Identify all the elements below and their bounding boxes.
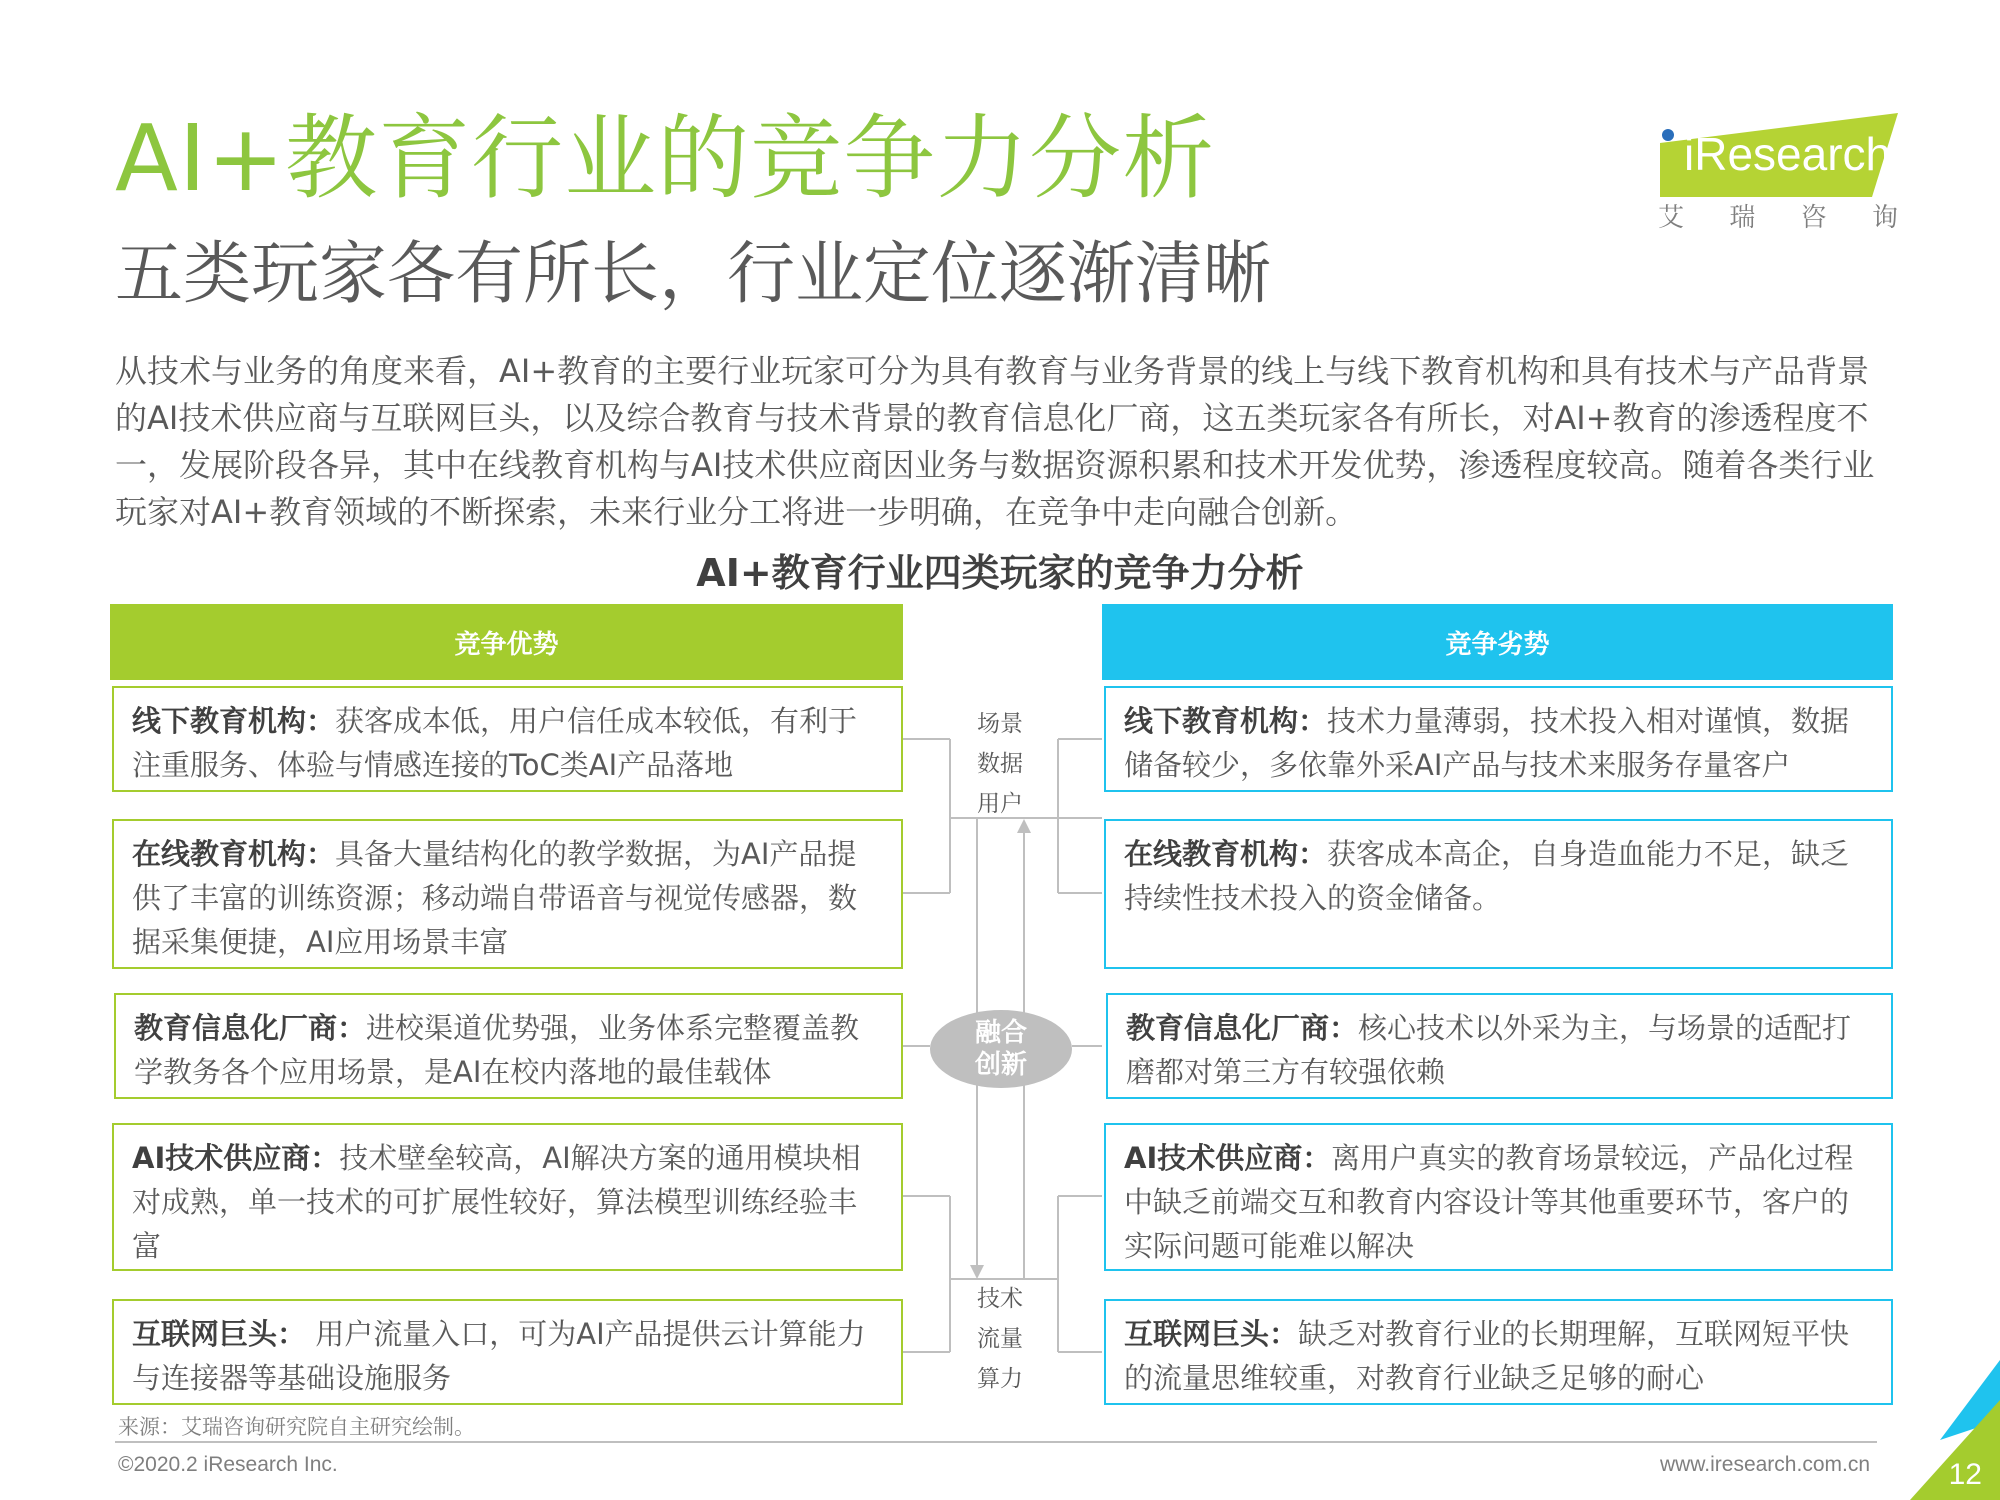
tech-traffic-compute-label (970, 1279, 1030, 1399)
label-line: 场景 (977, 711, 1023, 737)
player-name: 在线教育机构： (1124, 837, 1328, 871)
logo-char: 咨 (1800, 203, 1827, 233)
disadvantage-card (1104, 1299, 1893, 1405)
intro-paragraph: 从技术与业务的角度来看，AI+教育的主要行业玩家可分为具有教育与业务背景的线上与线下教育机构和具有技术与产品背景的AI技术供应商与互联网巨头，以及综合教育与技术背景的教育信息化厂商，这五类玩家各有所长，对AI+教育的渗透程度不一，发展阶段各异，其中在线教育机构与AI技术供应商因业务与数据资源积累和技术开发优势，渗透程度较高。随着各类行业玩家对AI+教育领域的不断探索，未来行业分工将进一步明确，在竞争中走向融合创新。 (115, 352, 1875, 531)
advantage-text: 进校渠道优势强，业务体系完整覆盖教学教务各个应用场景，是AI在校内落地的最佳载体 (134, 1011, 860, 1089)
advantage-text: 技术壁垒较高，AI解决方案的通用模块相对成熟，单一技术的可扩展性较好，算法模型训练经验丰富 (132, 1141, 861, 1263)
advantage-card (112, 686, 903, 792)
disadvantage-card (1104, 1123, 1893, 1271)
advantage-card (112, 1123, 903, 1271)
player-name: 在线教育机构： (132, 837, 336, 871)
player-name: 互联网巨头： (132, 1317, 307, 1351)
advantage-card (114, 993, 903, 1099)
source-note: 来源：艾瑞咨询研究院自主研究绘制。 (118, 1415, 475, 1439)
footer-divider (115, 1441, 1877, 1443)
label-line: 数据 (977, 751, 1023, 777)
page-title: AI+教育行业的竞争力分析 (115, 105, 1216, 212)
logo-char: 瑞 (1729, 203, 1756, 233)
player-name: 教育信息化厂商： (1126, 1011, 1359, 1045)
logo-char: 询 (1871, 203, 1898, 233)
logo-wordmark: iResearch (1684, 128, 1892, 180)
advantages-header: 竞争优势 (110, 604, 903, 680)
player-name: 教育信息化厂商： (134, 1011, 367, 1045)
player-name: AI技术供应商： (1124, 1141, 1332, 1175)
disadvantage-text: 离用户真实的教育场景较远，产品化过程中缺乏前端交互和教育内容设计等其他重要环节，客户的实际问题可能难以解决 (1124, 1141, 1854, 1263)
scene-data-user-label (970, 704, 1030, 824)
disadvantage-text: 获客成本高企，自身造血能力不足，缺乏持续性技术投入的资金储备。 (1124, 837, 1850, 915)
disadvantage-card (1104, 819, 1893, 969)
advantage-card (112, 819, 903, 969)
disadvantages-header: 竞争劣势 (1102, 604, 1893, 680)
disadvantage-text: 缺乏对教育行业的长期理解，互联网短平快的流量思维较重，对教育行业缺乏足够的耐心 (1124, 1317, 1850, 1395)
fusion-innovation-node (930, 1010, 1072, 1088)
advantage-card (112, 1299, 903, 1405)
page-number: 12 (1948, 1458, 1982, 1491)
label-line: 技术 (977, 1286, 1023, 1312)
advantage-text: 具备大量结构化的教学数据，为AI产品提供了丰富的训练资源；移动端自带语音与视觉传感器，数据采集便捷，AI应用场景丰富 (132, 837, 858, 959)
disadvantage-text: 核心技术以外采为主，与场景的适配打磨都对第三方有较强依赖 (1126, 1011, 1852, 1089)
player-name: 线下教育机构： (1124, 704, 1328, 738)
label-line: 流量 (977, 1326, 1023, 1352)
disadvantage-card (1104, 686, 1893, 792)
player-name: AI技术供应商： (132, 1141, 340, 1175)
diagram-title: AI+教育行业四类玩家的竞争力分析 (696, 551, 1304, 595)
website-url: www.iresearch.com.cn (1659, 1453, 1870, 1476)
logo-char: 艾 (1658, 203, 1685, 233)
fusion-line: 创新 (974, 1050, 1027, 1080)
player-name: 线下教育机构： (132, 704, 336, 738)
disadvantage-card (1106, 993, 1893, 1099)
disadvantage-text: 技术力量薄弱，技术投入相对谨慎，数据储备较少，多依靠外采AI产品与技术来服务存量客户 (1124, 704, 1850, 782)
corner-decoration (1880, 1360, 2000, 1500)
advantage-text: 用户流量入口，可为AI产品提供云计算能力与连接器等基础设施服务 (132, 1317, 866, 1395)
label-line: 用户 (977, 791, 1023, 817)
label-line: 算力 (977, 1366, 1023, 1392)
player-name: 互联网巨头： (1124, 1317, 1299, 1351)
copyright: ©2020.2 iResearch Inc. (118, 1453, 338, 1476)
page-corner (1880, 1360, 2000, 1500)
advantage-text: 获客成本低，用户信任成本较低，有利于注重服务、体验与情感连接的ToC类AI产品落地 (132, 704, 858, 782)
page-subtitle: 五类玩家各有所长，行业定位逐渐清晰 (115, 235, 1272, 314)
fusion-line: 融合 (974, 1018, 1027, 1048)
